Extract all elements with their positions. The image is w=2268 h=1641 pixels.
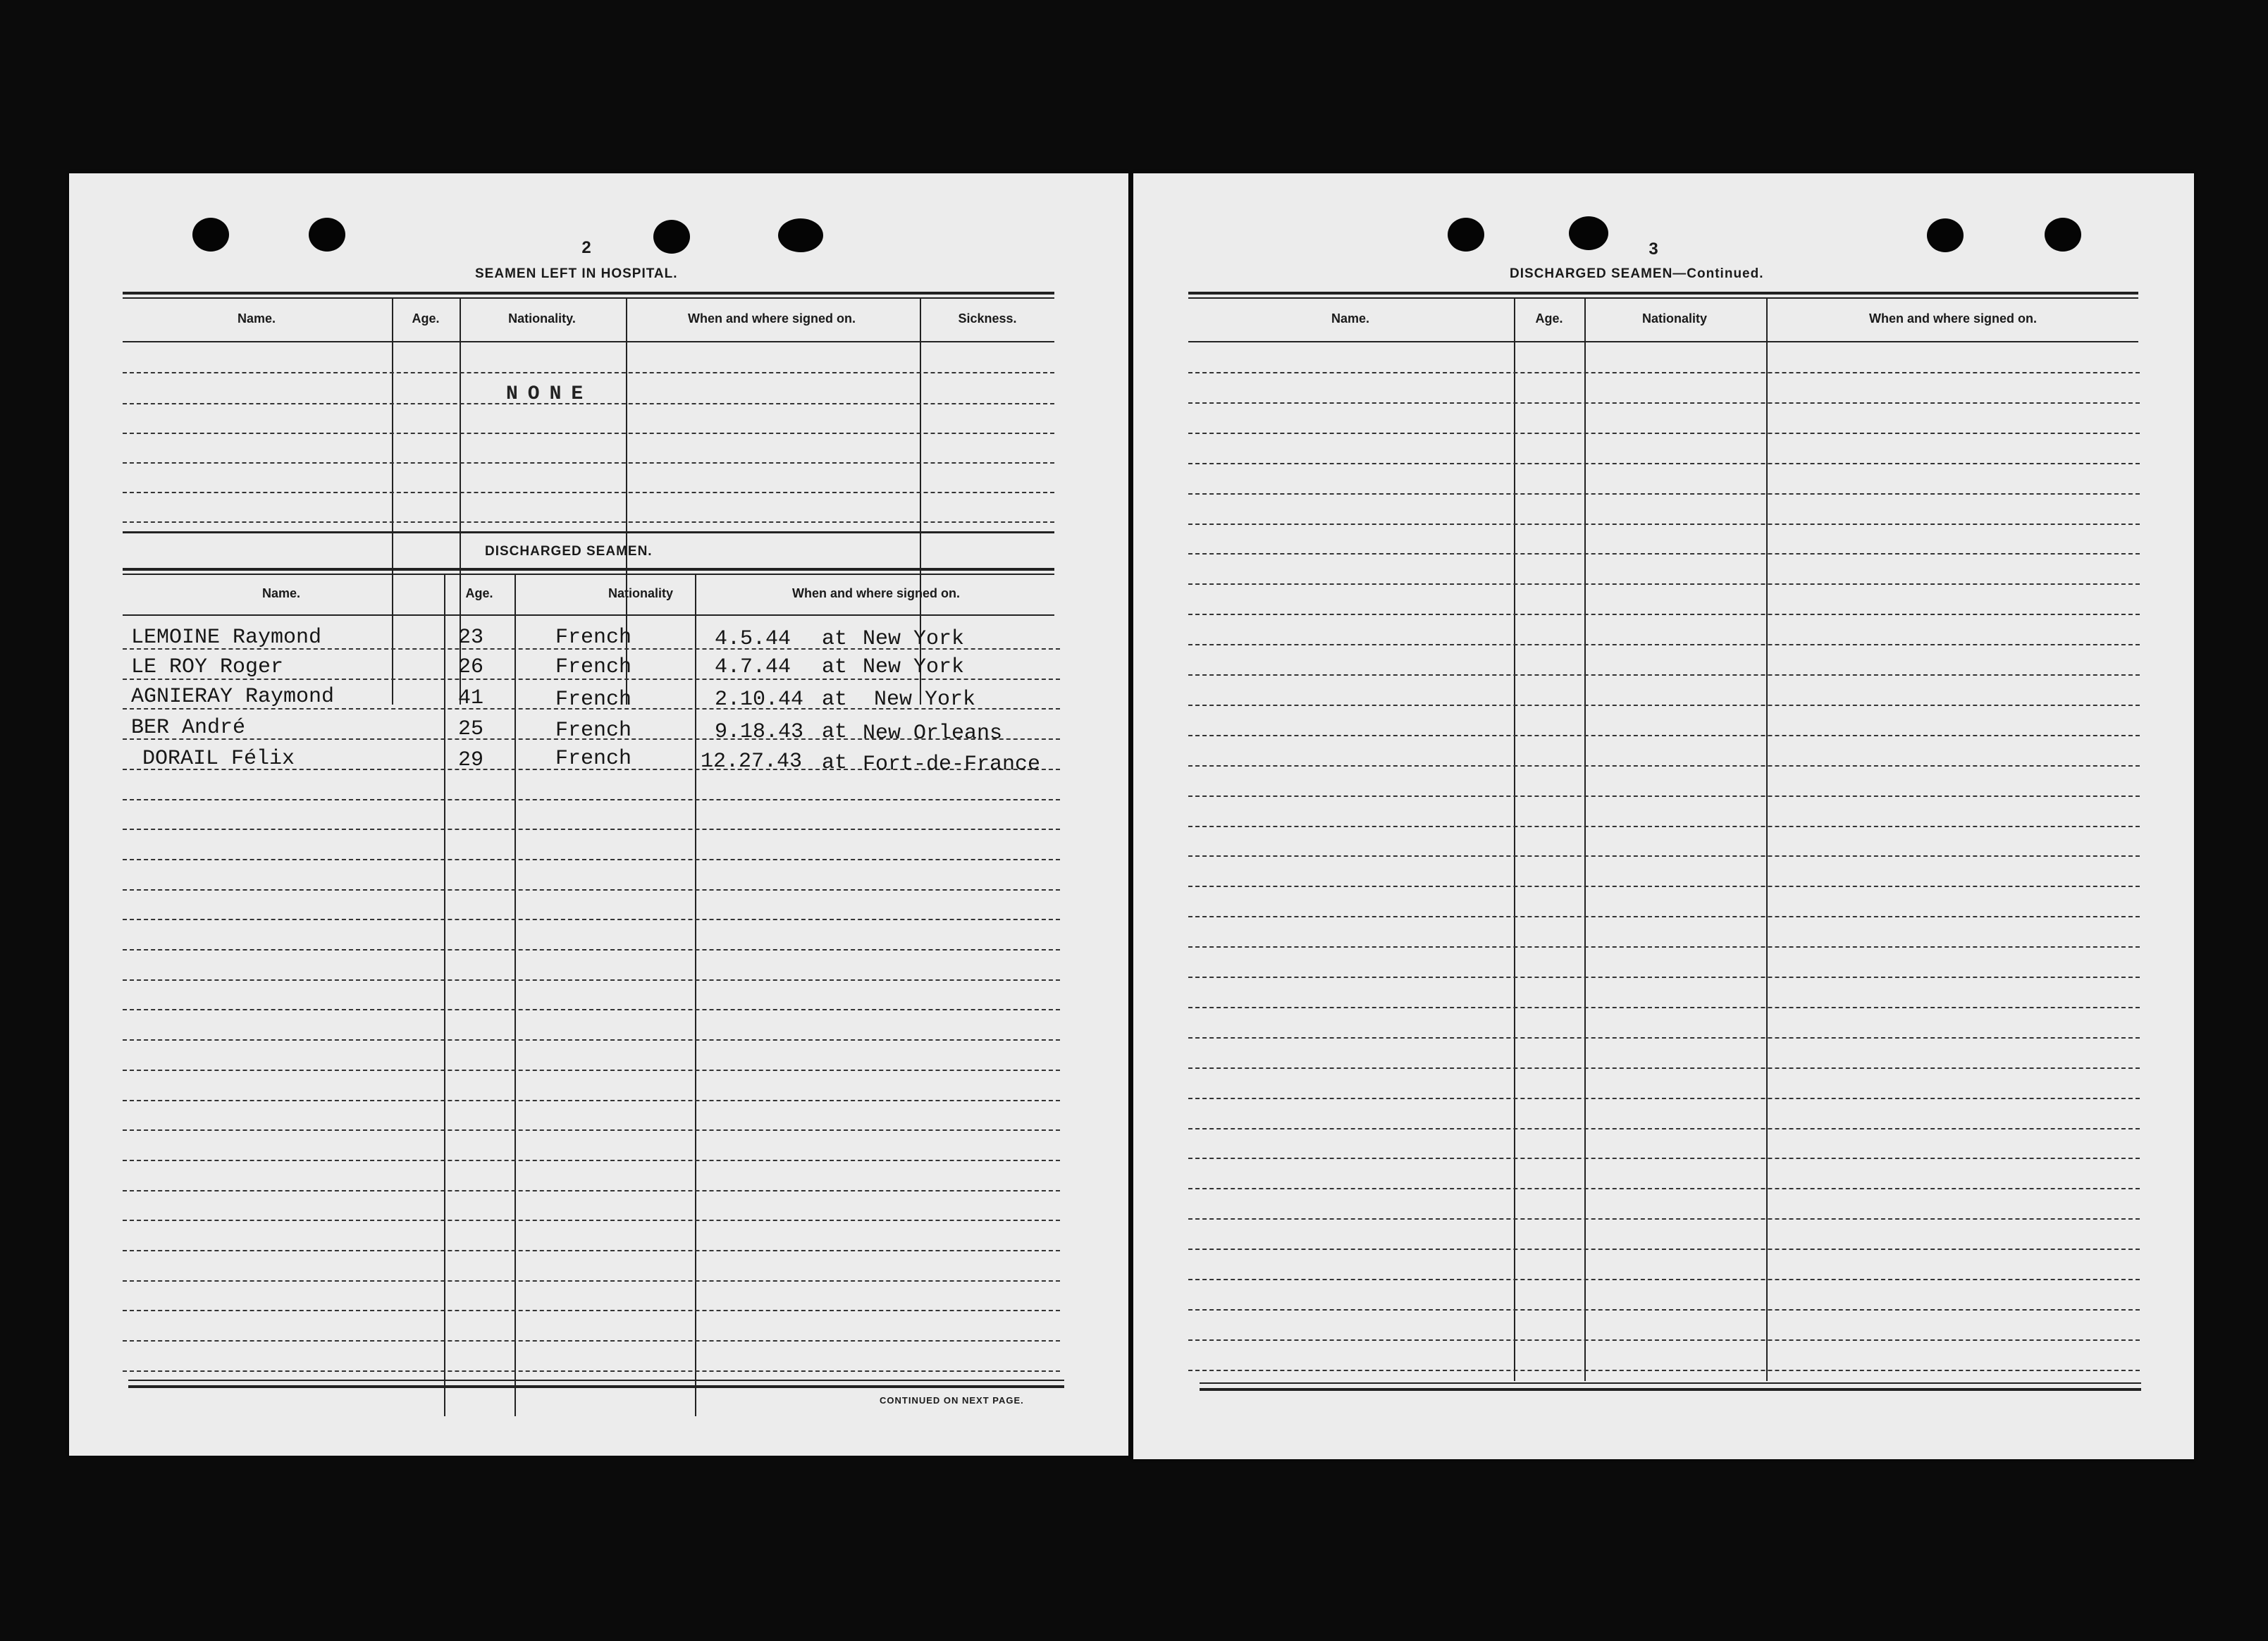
signed-on-date: 2.10.44 xyxy=(715,688,804,712)
ruled-line xyxy=(123,979,1060,981)
ruled-line xyxy=(123,1009,1060,1010)
punch-hole xyxy=(2045,218,2081,252)
column-divider xyxy=(695,575,696,1416)
section-rule xyxy=(123,531,1054,533)
seaman-name: AGNIERAY Raymond xyxy=(131,685,335,709)
ruled-line xyxy=(123,829,1060,830)
punch-hole xyxy=(653,220,690,254)
seaman-age: 23 xyxy=(458,626,484,650)
ruled-line xyxy=(1188,1339,2140,1341)
ruled-line xyxy=(123,372,1054,373)
col-head-nationality: Nationality xyxy=(608,586,673,600)
col-head-signed-on: When and where signed on. xyxy=(687,311,856,326)
page-number: 2 xyxy=(581,238,591,257)
typed-none: NONE xyxy=(506,383,593,405)
ruled-line xyxy=(1188,402,2140,404)
ruled-line xyxy=(1188,1370,2140,1371)
punch-hole xyxy=(1448,218,1484,252)
ruled-line xyxy=(1188,553,2140,555)
ruled-line xyxy=(123,1310,1060,1311)
ruled-line xyxy=(1188,765,2140,767)
seaman-name: LE ROY Roger xyxy=(131,655,284,679)
hospital-section-title: SEAMEN LEFT IN HOSPITAL. xyxy=(475,266,678,281)
ruled-line xyxy=(1188,1007,2140,1008)
seaman-nationality: French xyxy=(555,719,632,743)
ruled-line xyxy=(1188,916,2140,917)
ruled-line xyxy=(1188,674,2140,676)
ruled-line xyxy=(123,1070,1060,1071)
punch-hole xyxy=(778,218,823,252)
ruled-line xyxy=(1188,583,2140,585)
ruled-line xyxy=(1188,946,2140,948)
right-page xyxy=(1133,173,2194,1459)
signed-on-place: New Orleans xyxy=(863,722,1003,745)
ruled-line xyxy=(1188,524,2140,525)
ruled-line xyxy=(123,1129,1060,1131)
ruled-line xyxy=(123,799,1060,800)
table-top-rule xyxy=(1188,292,2138,295)
ruled-line xyxy=(1188,1218,2140,1220)
seaman-nationality: French xyxy=(555,747,632,771)
table-top-rule xyxy=(1188,297,2138,299)
ruled-line xyxy=(123,1190,1060,1191)
ruled-line xyxy=(1188,705,2140,706)
punch-hole xyxy=(1927,218,1964,252)
ruled-line xyxy=(123,462,1054,464)
header-rule xyxy=(123,341,1054,342)
ruled-line xyxy=(1188,1128,2140,1129)
page-number: 3 xyxy=(1648,240,1658,259)
header-rule xyxy=(1188,341,2138,342)
discharged-section-title: DISCHARGED SEAMEN. xyxy=(485,544,653,559)
ruled-line xyxy=(1188,644,2140,645)
left-page xyxy=(69,173,1128,1456)
right-page-title: DISCHARGED SEAMEN—Continued. xyxy=(1510,266,1764,281)
signed-on-at: at xyxy=(822,688,848,712)
bottom-rule xyxy=(1200,1388,2141,1391)
ruled-line xyxy=(1188,493,2140,495)
ruled-line xyxy=(123,433,1054,434)
ruled-line xyxy=(1188,1067,2140,1069)
ruled-line xyxy=(1188,1249,2140,1250)
signed-on-place: New York xyxy=(863,627,965,651)
ruled-line xyxy=(1188,433,2140,434)
col-head-signed-on: When and where signed on. xyxy=(791,586,961,600)
seaman-age: 41 xyxy=(458,686,484,710)
ruled-line xyxy=(1188,1098,2140,1099)
ruled-line xyxy=(123,919,1060,920)
signed-on-at: at xyxy=(822,627,848,651)
ruled-line xyxy=(1188,1037,2140,1039)
seaman-name: BER André xyxy=(131,716,246,740)
punch-hole xyxy=(309,218,345,252)
signed-on-date: 9.18.43 xyxy=(715,720,804,744)
ruled-line xyxy=(1188,463,2140,464)
column-divider xyxy=(444,575,445,1416)
ruled-line xyxy=(1188,826,2140,827)
header-rule xyxy=(123,614,1054,616)
seaman-nationality: French xyxy=(555,626,632,650)
signed-on-place: New York xyxy=(863,655,965,679)
ruled-line xyxy=(1188,795,2140,797)
col-head-name: Name. xyxy=(237,311,276,326)
table-top-rule xyxy=(123,292,1054,295)
ruled-line xyxy=(123,1220,1060,1221)
ruled-line xyxy=(123,492,1054,493)
punch-hole xyxy=(1569,216,1608,250)
ruled-line xyxy=(123,521,1054,523)
bottom-rule xyxy=(128,1380,1064,1381)
col-head-nationality: Nationality xyxy=(1641,311,1707,326)
signed-on-at: at xyxy=(822,720,848,744)
col-head-name: Name. xyxy=(261,586,301,600)
ruled-line xyxy=(123,1370,1060,1372)
ruled-line xyxy=(1188,886,2140,887)
ruled-line xyxy=(123,1039,1060,1041)
continued-note: CONTINUED ON NEXT PAGE. xyxy=(880,1395,1024,1406)
col-head-age: Age. xyxy=(412,311,440,326)
signed-on-date: 4.5.44 xyxy=(715,627,791,651)
ruled-line xyxy=(1188,372,2140,373)
ruled-line xyxy=(1188,855,2140,857)
ruled-line xyxy=(123,949,1060,950)
ruled-line xyxy=(123,889,1060,891)
col-head-age: Age. xyxy=(1535,311,1563,326)
col-head-age: Age. xyxy=(465,586,493,600)
seaman-name: LEMOINE Raymond xyxy=(131,626,322,650)
ruled-line xyxy=(123,1250,1060,1251)
signed-on-place: Fort-de-France xyxy=(863,753,1041,776)
ruled-line xyxy=(1188,614,2140,615)
seaman-age: 29 xyxy=(458,748,484,772)
ruled-line xyxy=(1188,735,2140,736)
seaman-age: 26 xyxy=(458,655,484,679)
ruled-line xyxy=(1188,1158,2140,1159)
column-divider xyxy=(392,299,393,705)
ruled-line xyxy=(1188,1279,2140,1280)
col-head-nationality: Nationality. xyxy=(508,311,576,326)
col-head-signed-on: When and where signed on. xyxy=(1868,311,2038,326)
ruled-line xyxy=(1188,1188,2140,1189)
signed-on-at: at xyxy=(822,751,848,775)
table-top-rule xyxy=(123,297,1054,299)
ruled-line xyxy=(1188,977,2140,978)
punch-hole xyxy=(192,218,229,252)
signed-on-date: 12.27.43 xyxy=(701,750,803,774)
ruled-line xyxy=(123,859,1060,860)
col-head-name: Name. xyxy=(1331,311,1370,326)
ruled-line xyxy=(123,1340,1060,1342)
bottom-rule xyxy=(1200,1382,2141,1384)
seaman-age: 25 xyxy=(458,717,484,741)
col-head-sickness: Sickness. xyxy=(958,311,1017,326)
ruled-line xyxy=(123,1160,1060,1161)
seaman-nationality: French xyxy=(555,688,632,712)
table-top-rule xyxy=(123,568,1054,571)
signed-on-place: New York xyxy=(874,688,976,712)
table-top-rule xyxy=(123,574,1054,575)
bottom-rule xyxy=(128,1385,1064,1388)
seaman-name: DORAIL Félix xyxy=(142,747,295,771)
signed-on-date: 4.7.44 xyxy=(715,655,791,679)
ruled-line xyxy=(123,1280,1060,1282)
signed-on-at: at xyxy=(822,655,848,679)
ruled-line xyxy=(1188,1309,2140,1311)
seaman-nationality: French xyxy=(555,655,632,679)
ruled-line xyxy=(123,1100,1060,1101)
column-divider xyxy=(514,575,516,1416)
